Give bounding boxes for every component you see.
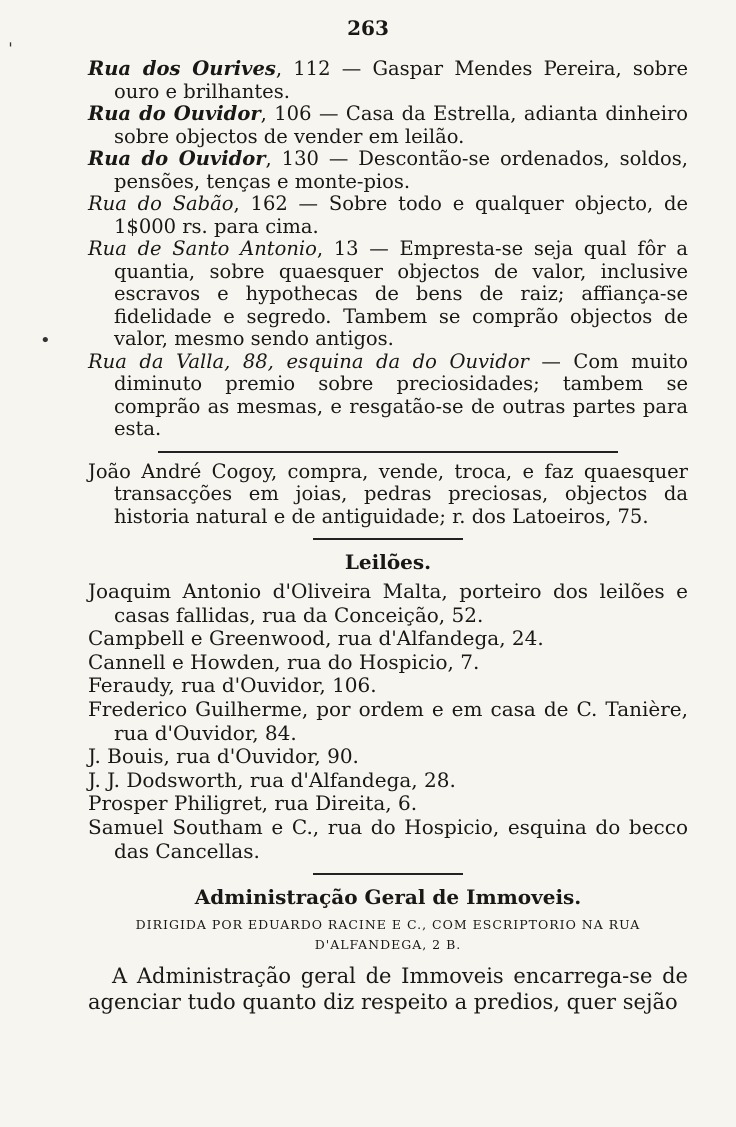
divider (158, 451, 618, 453)
divider (313, 873, 463, 875)
main-content (88, 58, 688, 1015)
entry-text: , 112 — Gaspar Mendes Pereira, sobre ouro e brilhantes. (114, 57, 688, 103)
entry-text: , 106 — Casa da Estrella, adianta dinheiro sobre objectos de vender em leilão. (114, 102, 689, 148)
list-item (88, 238, 688, 351)
list-item: J. J. Dodsworth, rua d'Alfandega, 28. (88, 767, 456, 792)
administracao-section (88, 885, 688, 1015)
entry-text: , 162 — Sobre todo e qualquer objecto, de 1$000 rs. para cima. (114, 192, 688, 238)
divider (313, 538, 463, 540)
section-heading: Administração Geral de Immoveis. (194, 885, 582, 910)
list-item: Feraudy, rua d'Ouvidor, 106. (88, 673, 377, 698)
pawn-list (88, 58, 688, 441)
leiloes-section (88, 550, 688, 863)
list-item: Samuel Southam e C., rua do Hospicio, esquina do becco das Cancellas. (88, 814, 688, 863)
list-item: Frederico Guilherme, por ordem e em casa de C. Tanière, rua d'Ouvidor, 84. (88, 696, 688, 745)
street-name: Rua do Ouvidor (88, 147, 266, 170)
section-paragraph: A Administração geral de Immoveis encarrega-se de agenciar tudo quanto diz respeito a predios, quer sejão (88, 964, 688, 1015)
street-name: Rua dos Ourives (88, 57, 276, 80)
list-item: Joaquim Antonio d'Oliveira Malta, porteiro dos leilões e casas fallidas, rua da Conceição, 52. (88, 579, 688, 627)
street-name: Rua do Ouvidor (88, 102, 261, 125)
list-item (88, 148, 688, 193)
list-item: Prosper Philigret, rua Direita, 6. (88, 791, 418, 816)
list-item: J. Bouis, rua d'Ouvidor, 90. (88, 744, 359, 769)
entry-text: , 13 — Empresta-se seja qual fôr a quantia, sobre quaesquer objectos de valor, inclusive escravos e hypothecas de bens de raiz; affiança-se fidelidade e segredo. Tambem se comprão objectos de valor, mesmo sendo antigos. (114, 237, 688, 350)
list-item (88, 103, 688, 148)
list-item: Campbell e Greenwood, rua d'Alfandega, 24. (88, 626, 544, 651)
street-name: Rua da Valla, 88, esquina da do Ouvidor (88, 349, 529, 373)
entry-text: , 130 — Descontão-se ordenados, soldos, pensões, tenças e monte-pios. (114, 147, 688, 193)
cogoy-entry: João André Cogoy, compra, vende, troca, e faz quaesquer transacções em joias, pedras preciosas, objectos da historia natural e de antiguidade; r. dos Latoeiros, 75. (88, 459, 688, 528)
asterisk-mark-icon: • (40, 330, 51, 351)
list-item (88, 351, 688, 441)
list-item (88, 193, 688, 238)
entry-text: — Com muito diminuto premio sobre preciosidades; tambem se comprão as mesmas, e resgatão-se de outras partes para esta. (114, 349, 689, 440)
street-name: Rua de Santo Antonio (88, 237, 317, 260)
list-item: Cannell e Howden, rua do Hospicio, 7. (88, 649, 480, 674)
list-item (88, 58, 688, 103)
page-number: 263 (347, 16, 389, 40)
section-heading: Leilões. (344, 550, 432, 574)
street-name: Rua do Sabão (88, 192, 234, 215)
section-subheading: DIRIGIDA POR EDUARDO RACINE E C., COM ESCRIPTORIO NA RUA D'ALFANDEGA, 2 B. (135, 917, 641, 953)
margin-mark-icon: ˈ (8, 40, 13, 61)
